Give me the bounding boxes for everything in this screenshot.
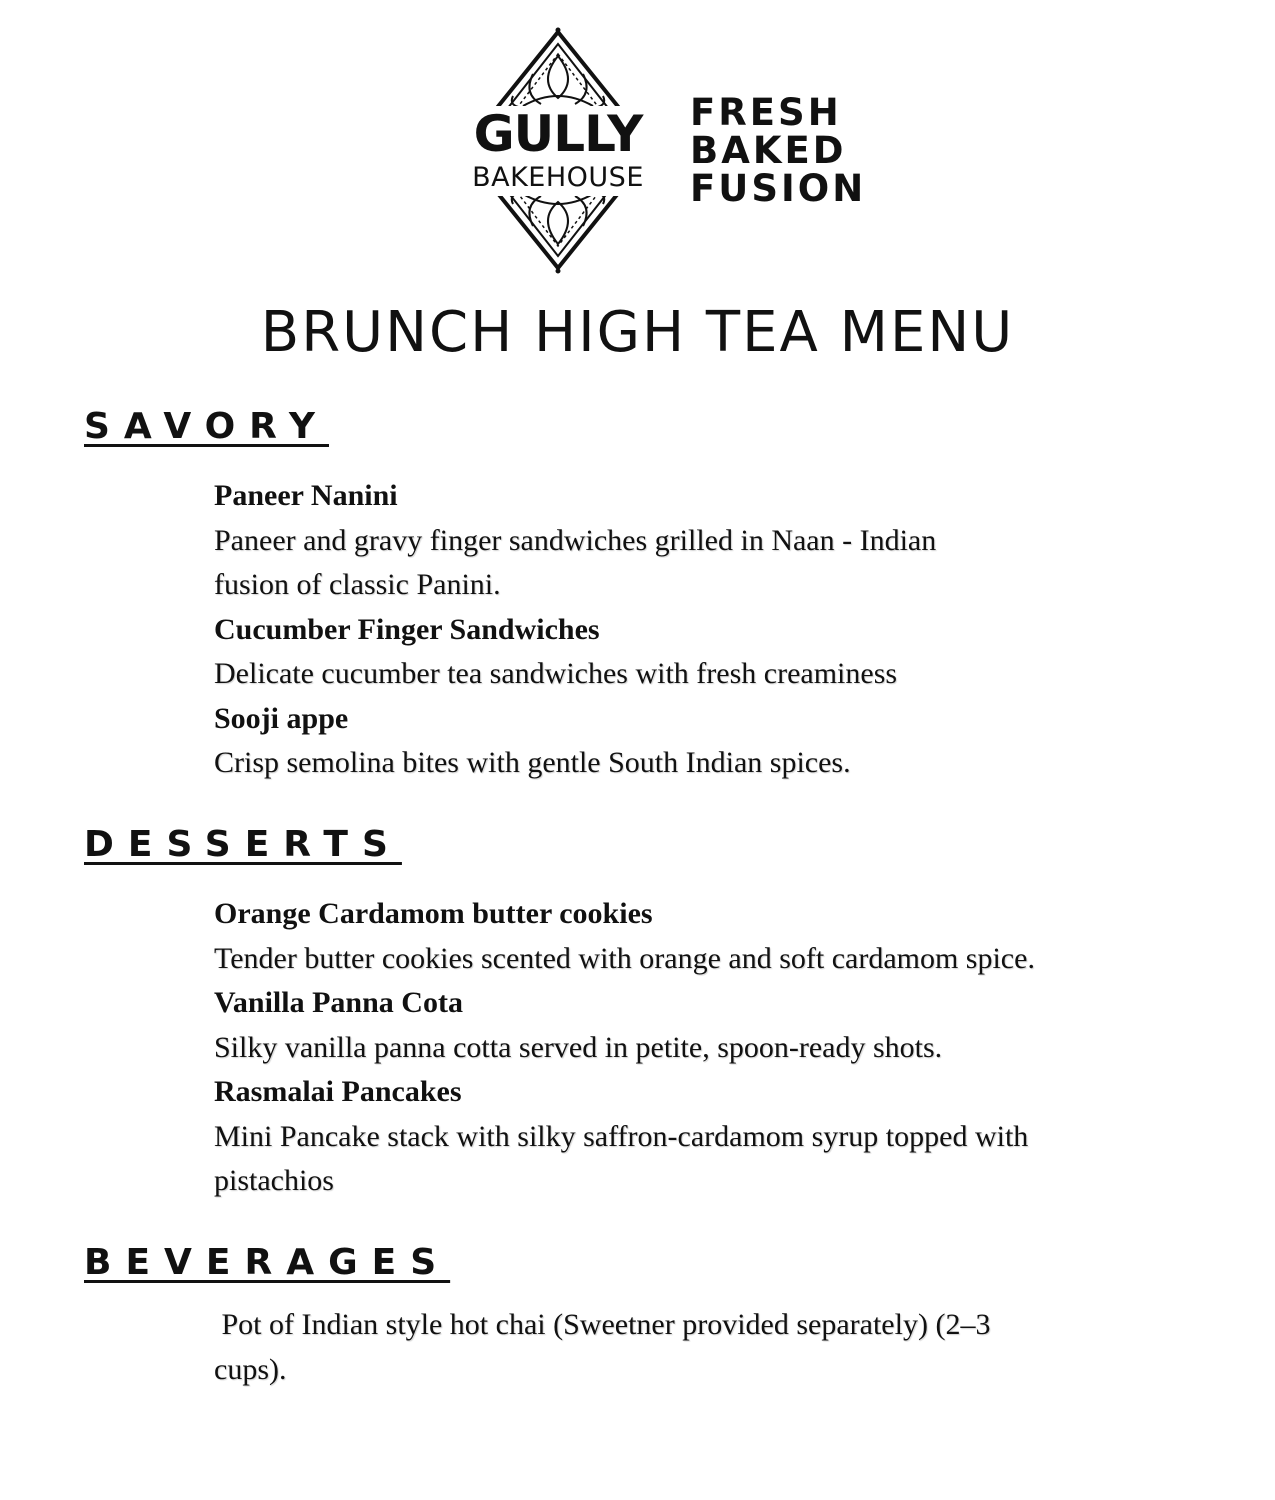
menu-item-description: Paneer and gravy finger sandwiches grilled in Naan - Indian (214, 523, 937, 557)
menu-item-description: fusion of classic Panini. (214, 568, 501, 601)
section-heading-desserts: DESSERTS (84, 824, 402, 865)
menu-item-name: Sooji appe (214, 701, 349, 735)
menu-item-description: Crisp semolina bites with gentle South Indian spices. (214, 746, 851, 779)
savory-item-list (214, 474, 1154, 786)
logo-subtitle: BAKEHOUSE (472, 162, 644, 193)
menu-item-description: cups). (214, 1352, 287, 1386)
menu-item-name: Cucumber Finger Sandwiches (214, 612, 600, 646)
menu-item-description: Delicate cucumber tea sandwiches with fresh creaminess (214, 657, 898, 690)
logo-brand-name: GULLY (473, 105, 643, 163)
section-heading-beverages: BEVERAGES (84, 1242, 451, 1283)
menu-item-description: Tender butter cookies scented with orange and soft cardamom spice. (214, 941, 1035, 975)
tagline-line: FUSION (690, 167, 867, 210)
beverages-item-list (214, 1303, 1154, 1392)
logo (453, 26, 663, 274)
tagline (690, 91, 867, 210)
menu-item-description: Silky vanilla panna cotta served in petite, spoon-ready shots. (214, 1030, 943, 1064)
menu-title: BRUNCH HIGH TEA MENU (260, 300, 1015, 365)
desserts-item-list (214, 892, 1154, 1204)
menu-item-name: Orange Cardamom butter cookies (214, 897, 653, 930)
menu-item-description: pistachios (214, 1164, 334, 1197)
menu-item-name: Vanilla Panna Cota (214, 986, 463, 1019)
tagline-line: BAKED (690, 129, 847, 172)
menu-item-name: Paneer Nanini (214, 479, 398, 512)
tagline-line: FRESH (690, 91, 842, 134)
section-heading-savory: SAVORY (84, 406, 329, 447)
menu-item-description: Pot of Indian style hot chai (Sweetner provided separately) (2–3 (214, 1308, 991, 1341)
menu-item-description: Mini Pancake stack with silky saffron-cardamom syrup topped with (214, 1119, 1029, 1153)
menu-item-name: Rasmalai Pancakes (214, 1075, 462, 1108)
